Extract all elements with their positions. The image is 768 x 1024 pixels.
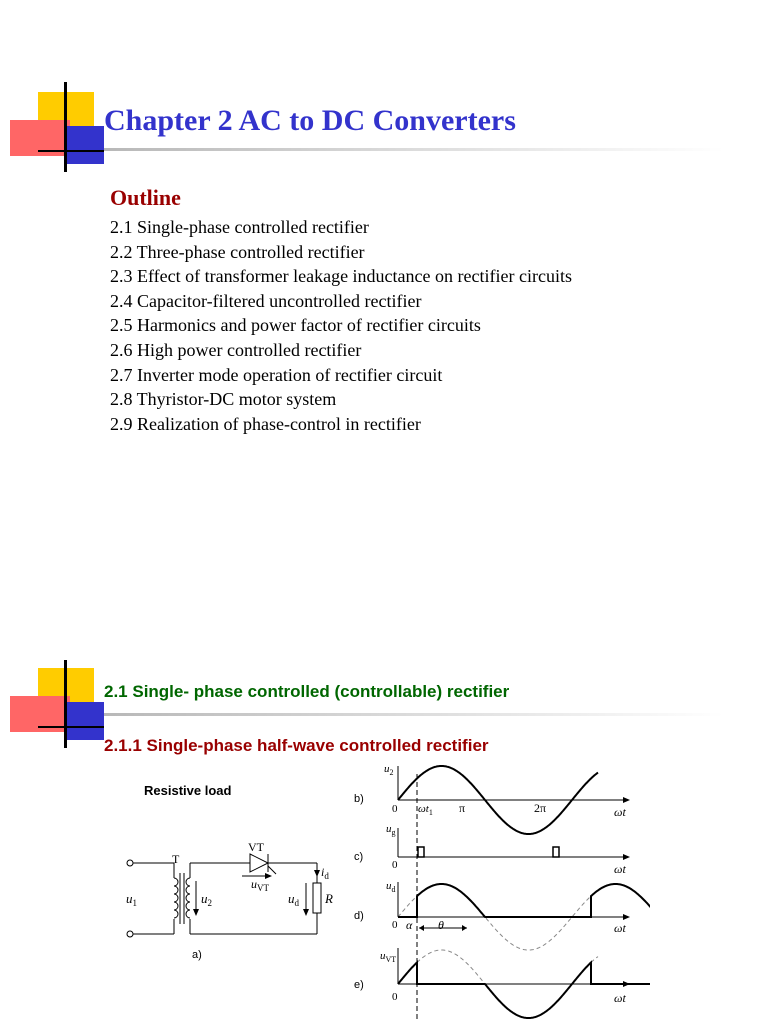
thyristor-label: VT [248,840,264,854]
uvt-reference-dashed [417,950,598,984]
ud-label: $u_d$ [288,891,299,908]
outline-item: 2.3 Effect of transformer leakage inductance on rectifier circuits [110,266,572,287]
deco-horizontal-line [38,150,104,152]
u2-wave-label: $u_2$ [384,763,394,777]
ud-reference-dashed [398,897,590,950]
thyristor-symbol [250,854,268,872]
outline-item: 2.2 Three-phase controlled rectifier [110,241,365,262]
panel-label-c: c) [354,851,364,863]
zero-label: 0 [392,859,398,871]
input-terminal-bottom [127,931,133,937]
outline-item: 2.1 Single-phase controlled rectifier [110,217,369,237]
deco-blue-square [66,702,104,740]
outline-item: 2.5 Harmonics and power factor of rectifier circuits [110,315,481,336]
deco-vertical-line [64,660,67,748]
thyristor-gate [268,866,276,874]
axis-arrow [623,914,630,920]
zero-label: 0 [392,803,398,815]
uvt-label: $u_{VT}$ [251,877,269,893]
ud-wave-label: $u_d$ [386,880,396,894]
zero-label: 0 [392,919,398,931]
outline-item: 2.8 Thyristor-DC motor system [110,389,337,410]
figure-label-a: a) [192,949,202,961]
omega-t1-label: $\omega t_1$ [418,803,433,817]
u2-arrowhead [193,909,199,916]
transformer-label: T [172,852,180,866]
omega-t-label: ωt [614,991,626,1005]
pi-label: π [459,801,466,815]
theta-arrow-right [462,925,467,931]
theta-label: θ [438,918,444,932]
waveform-diagram [354,763,650,1020]
outline-item: 2.9 Realization of phase-control in rectifier [110,413,421,434]
uvt-waveform [398,963,650,1019]
alpha-label: α [406,918,413,932]
two-pi-label: 2π [534,801,547,815]
slide-title: Chapter 2 AC to DC Converters [104,104,516,137]
circuit-caption: Resistive load [144,783,232,798]
outline-item: 2.6 High power controlled rectifier [110,339,362,360]
gate-pulse-2 [553,847,559,857]
ud-waveform [398,884,650,917]
primary-coil [174,878,178,918]
resistor [313,883,321,913]
ug-wave-label: $u_g$ [386,823,396,837]
rectifier-figure [110,756,650,1024]
deco-vertical-line [64,82,67,172]
id-arrowhead [314,870,320,877]
outline-heading: Outline [110,185,181,210]
theta-arrow-left [419,925,424,931]
resistor-label: R [325,891,333,906]
deco-horizontal-line [38,726,104,728]
panel-label-b: b) [354,793,364,805]
omega-t-label: ωt [614,921,626,935]
u1-label: $u_1$ [126,891,137,908]
uvt-wave-label: $u_{VT}$ [380,950,397,964]
omega-t-label: ωt [614,862,626,876]
u2-label: $u_2$ [201,891,212,908]
ud-arrowhead [303,909,309,916]
secondary-coil [186,878,190,918]
title-rule [104,148,724,151]
section-rule [104,713,724,716]
axis-arrow [623,854,630,860]
panel-label-e: e) [354,979,364,991]
omega-t-label: ωt [614,805,626,819]
outline-item: 2.4 Capacitor-filtered uncontrolled rectifier [110,290,422,311]
input-terminal-top [127,860,133,866]
circuit-diagram [126,783,333,961]
uvt-arrowhead [265,873,272,879]
outline-item: 2.7 Inverter mode operation of rectifier circuit [110,364,443,385]
subsection-title: 2.1.1 Single-phase half-wave controlled rectifier [104,736,489,755]
deco-blue-square [66,126,104,164]
id-label: $i_d$ [321,865,329,881]
section-title: 2.1 Single- phase controlled (controllable) rectifier [104,682,510,701]
outline-list [110,215,572,436]
gate-pulse-1 [418,847,424,857]
panel-label-d: d) [354,910,364,922]
zero-label: 0 [392,991,398,1003]
axis-arrow [623,797,630,803]
